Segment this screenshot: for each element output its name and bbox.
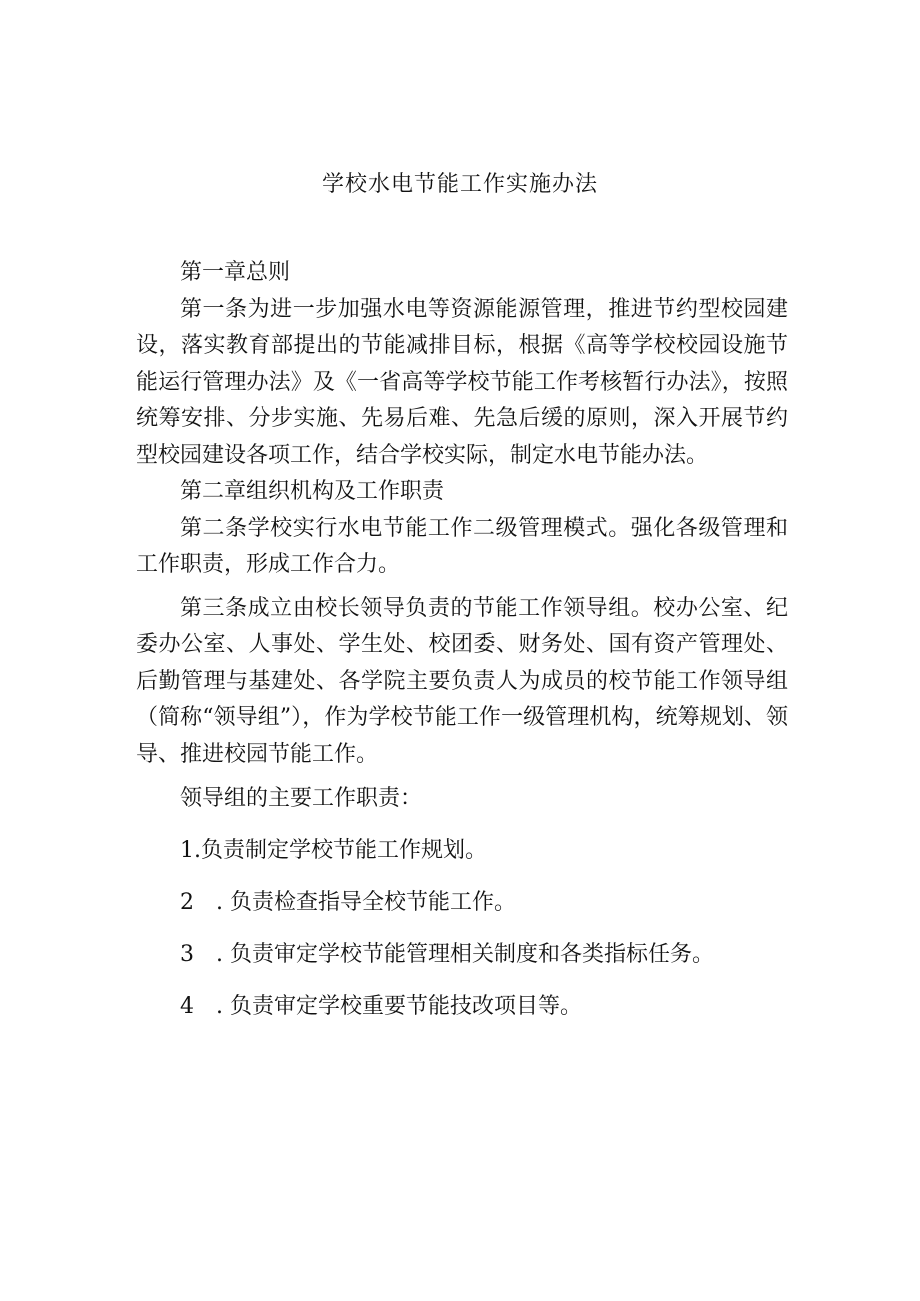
duty-item-2: 2 . 负责检查指导全校节能工作。: [180, 890, 516, 915]
duty-item-1: 1.负责制定学校节能工作规划。: [180, 838, 487, 863]
chapter-2-heading: 第二章组织机构及工作职责: [180, 479, 445, 504]
chapter-1-heading: 第一章总则: [180, 260, 291, 285]
duty-item-4: 4 . 负责审定学校重要节能技改项目等。: [180, 994, 582, 1019]
article-2-paragraph: 第二条学校实行水电节能工作二级管理模式。强化各级管理和工作职责，形成工作合力。: [136, 515, 788, 577]
duty-item-3: 3 . 负责审定学校节能管理相关制度和各类指标任务。: [180, 942, 714, 967]
article-1-paragraph: 第一条为进一步加强水电等资源能源管理，推进节约型校园建设，落实教育部提出的节能减排目标，根据《高等学校校园设施节能运行管理办法》及《一省高等学校节能工作考核暂行办法》，按照统筹安排、分步实施、先易后难、先急后缓的原则，深入开展节约型校园建设各项工作，结合学校实际，制定水电节能办法。: [136, 296, 788, 468]
article-3-paragraph: 第三条成立由校长领导负责的节能工作领导组。校办公室、纪委办公室、人事处、学生处、校团委、财务处、国有资产管理处、后勤管理与基建处、各学院主要负责人为成员的校节能工作领导组（简称“领导组”），作为学校节能工作一级管理机构，统筹规划、领导、推进校园节能工作。: [136, 595, 788, 767]
duties-lead: 领导组的主要工作职责：: [180, 786, 423, 811]
document-body: [136, 255, 788, 1033]
document-title: 学校水电节能工作实施办法: [321, 172, 598, 197]
